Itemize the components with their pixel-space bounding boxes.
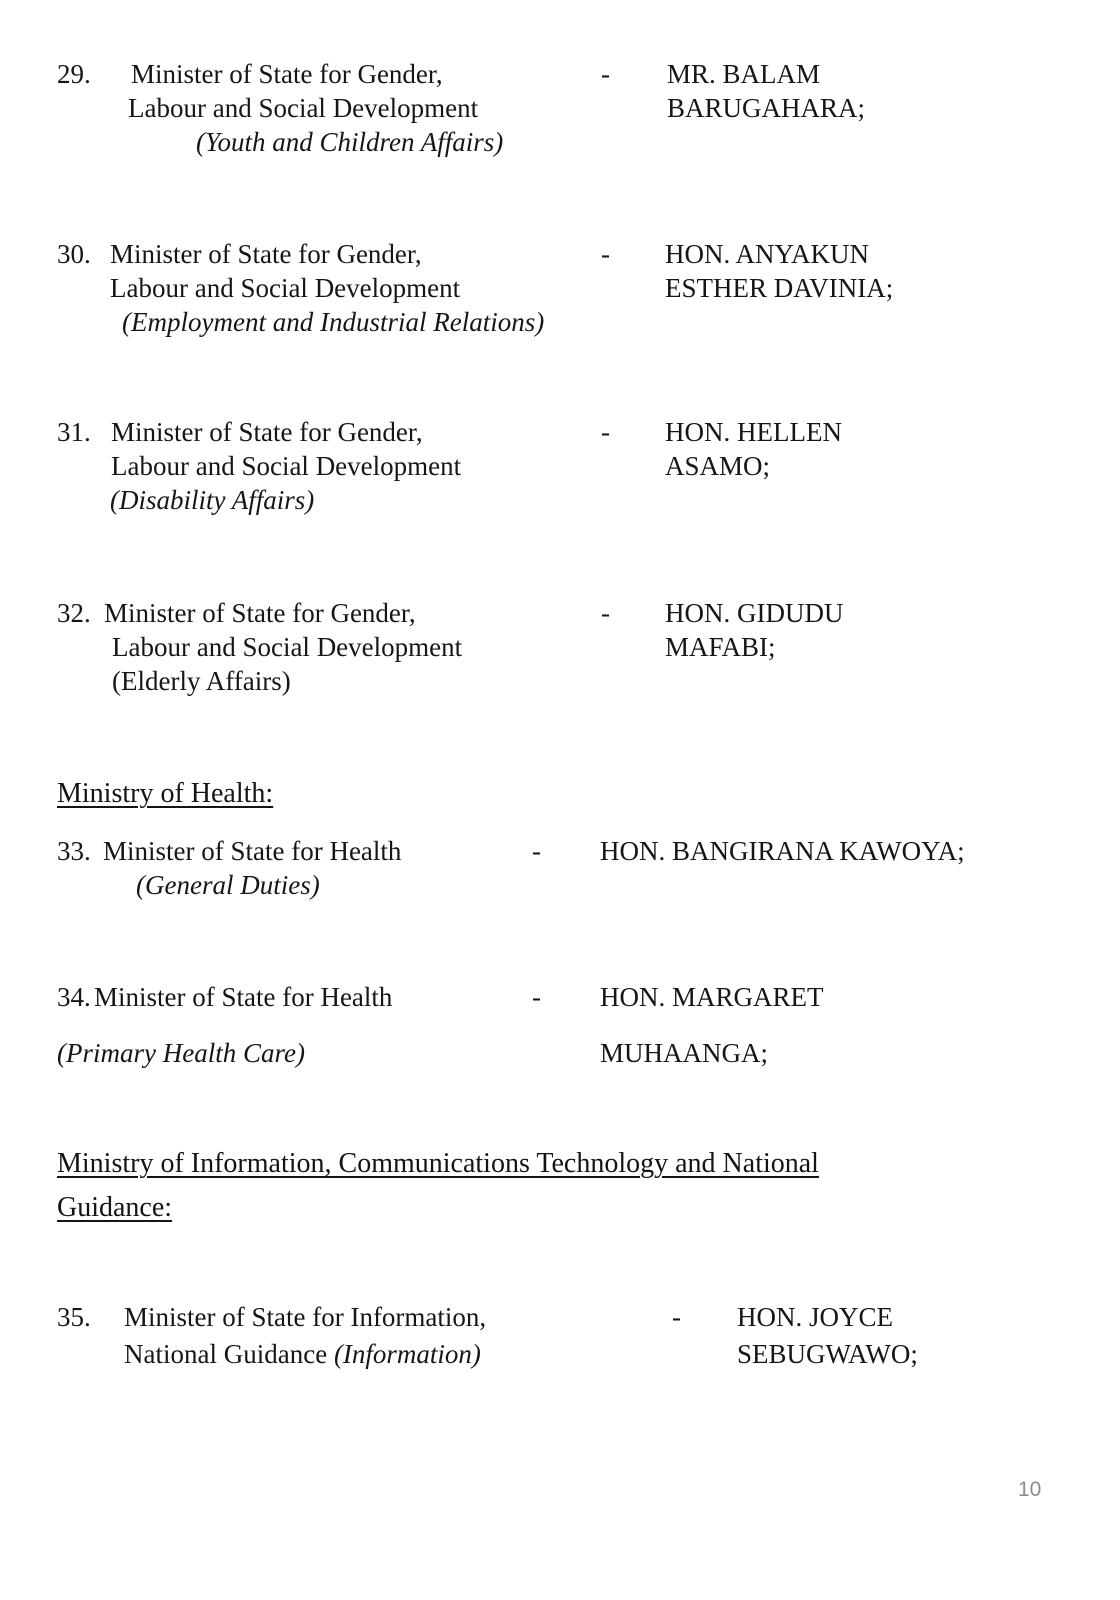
entry-30-number: 30.	[57, 239, 91, 269]
entry-31-separator: -	[601, 417, 610, 447]
entry-29-subtitle: (Youth and Children Affairs)	[196, 127, 504, 157]
entry-29-name-line2: BARUGAHARA;	[667, 93, 866, 123]
entry-35-separator: -	[672, 1302, 681, 1332]
entry-34-number: 34.	[57, 982, 91, 1012]
entry-32-title-line1: Minister of State for Gender,	[104, 598, 416, 628]
entry-34-separator: -	[532, 982, 541, 1012]
entry-34-name-line2: MUHAANGA;	[600, 1038, 768, 1068]
entry-31-name-line1: HON. HELLEN	[665, 417, 842, 447]
entry-30-name-line2: ESTHER DAVINIA;	[665, 273, 894, 303]
entry-32-name-line2: MAFABI;	[665, 632, 776, 662]
entry-30-name-line1: HON. ANYAKUN	[665, 239, 870, 269]
entry-33-separator: -	[532, 836, 541, 866]
entry-35-title-line1: Minister of State for Information,	[124, 1302, 487, 1332]
entry-30-separator: -	[601, 239, 610, 269]
entry-34-subtitle: (Primary Health Care)	[57, 1038, 305, 1068]
entry-34-title-line1: Minister of State for Health	[94, 982, 393, 1012]
entry-35-number: 35.	[57, 1302, 91, 1332]
entry-31-number: 31.	[57, 417, 91, 447]
page-number: 10	[1018, 1478, 1042, 1501]
heading-ministry-of-health: Ministry of Health:	[57, 778, 274, 809]
entry-32-name-line1: HON. GIDUDU	[665, 598, 844, 628]
entry-33-name-line1: HON. BANGIRANA KAWOYA;	[600, 836, 965, 866]
entry-29-title-line1: Minister of State for Gender,	[131, 59, 443, 89]
entry-31-title-line1: Minister of State for Gender,	[111, 417, 423, 447]
entry-31-title-line2: Labour and Social Development	[111, 451, 462, 481]
entry-32-number: 32.	[57, 598, 91, 628]
entry-29-name-line1: MR. BALAM	[667, 59, 821, 89]
entry-34-name-line1: HON. MARGARET	[600, 982, 824, 1012]
entry-29-separator: -	[601, 59, 610, 89]
entry-32-separator: -	[601, 598, 610, 628]
heading-ministry-of-ict-line2: Guidance:	[57, 1192, 173, 1223]
entry-29-number: 29.	[57, 59, 91, 89]
entry-31-subtitle: (Disability Affairs)	[110, 485, 315, 515]
entry-30-title-line2: Labour and Social Development	[110, 273, 461, 303]
entry-32-subtitle: (Elderly Affairs)	[112, 666, 291, 696]
heading-ministry-of-ict-line1: Ministry of Information, Communications Technology and National	[57, 1148, 819, 1179]
entry-29-title-line2: Labour and Social Development	[128, 93, 479, 123]
entry-33-number: 33.	[57, 836, 91, 866]
entry-35-title-line2	[124, 1337, 481, 1371]
entry-30-title-line1: Minister of State for Gender,	[110, 239, 422, 269]
entry-30-subtitle: (Employment and Industrial Relations)	[122, 307, 545, 337]
entry-35-name-line2: SEBUGWAWO;	[737, 1339, 918, 1369]
entry-33-subtitle: (General Duties)	[136, 870, 320, 900]
entry-33-title-line1: Minister of State for Health	[103, 836, 402, 866]
entry-35-title-line2-italic: (Information)	[333, 1339, 481, 1369]
entry-32-title-line2: Labour and Social Development	[112, 632, 463, 662]
entry-35-name-line1: HON. JOYCE	[737, 1302, 894, 1332]
entry-35-title-line2-regular: National Guidance	[124, 1339, 334, 1369]
entry-31-name-line2: ASAMO;	[665, 451, 771, 481]
